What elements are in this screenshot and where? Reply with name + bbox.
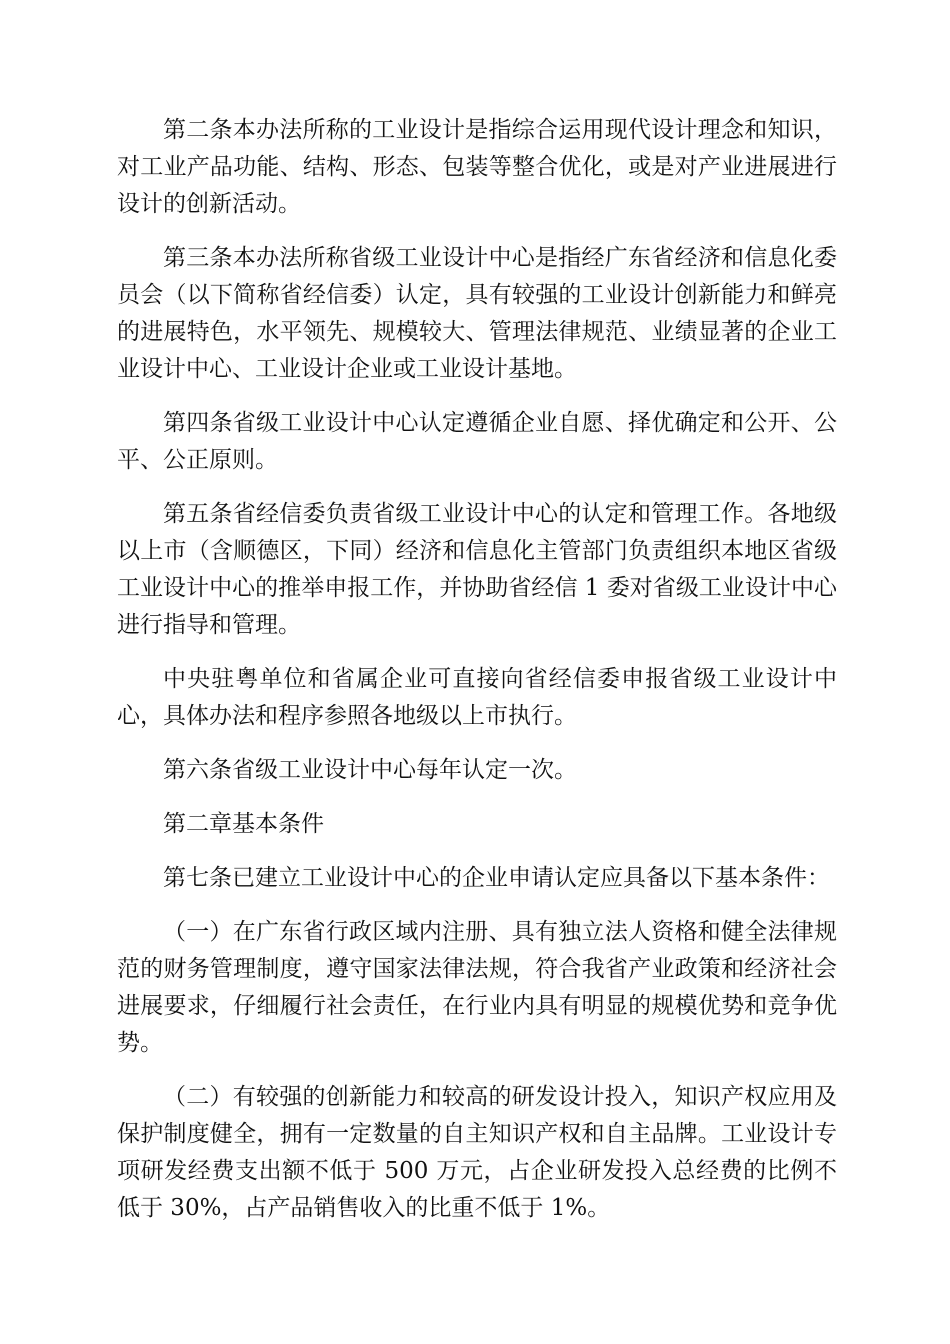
paragraph-item-1: （一）在广东省行政区域内注册、具有独立法人资格和健全法律规范的财务管理制度，遵守国家法律法规，符合我省产业政策和经济社会进展要求，仔细履行社会责任，在行业内具有明显的规模优势和竞争优势。 (117, 919, 837, 1056)
paragraph-article-3: 第三条本办法所称省级工业设计中心是指经广东省经济和信息化委员会（以下简称省经信委）认定，具有较强的工业设计创新能力和鲜亮的进展特色，水平领先、规模较大、管理法律规范、业绩显著的企业工业设计中心、工业设计企业或工业设计基地。 (117, 245, 837, 382)
paragraph-item-2: （二）有较强的创新能力和较高的研发设计投入，知识产权应用及保护制度健全，拥有一定数量的自主知识产权和自主品牌。工业设计专项研发经费支出额不低于 500 万元，占企业研发投入总经费的比例不低于 30%，占产品销售收入的比重不低于 1%。 (117, 1084, 837, 1221)
paragraph-central-units: 中央驻粤单位和省属企业可直接向省经信委申报省级工业设计中心，具体办法和程序参照各地级以上市执行。 (117, 666, 837, 729)
document-body (117, 112, 837, 1244)
paragraph-article-6: 第六条省级工业设计中心每年认定一次。 (163, 757, 577, 783)
chapter-heading: 第二章基本条件 (163, 811, 324, 837)
paragraph-article-2: 第二条本办法所称的工业设计是指综合运用现代设计理念和知识，对工业产品功能、结构、形态、包装等整合优化，或是对产业进展进行设计的创新活动。 (117, 117, 837, 217)
paragraph-article-4: 第四条省级工业设计中心认定遵循企业自愿、择优确定和公开、公平、公正原则。 (117, 410, 837, 473)
paragraph-article-5: 第五条省经信委负责省级工业设计中心的认定和管理工作。各地级以上市（含顺德区，下同）经济和信息化主管部门负责组织本地区省级工业设计中心的推举申报工作，并协助省经信 1 委对省级工业设计中心进行指导和管理。 (117, 501, 837, 638)
paragraph-article-7: 第七条已建立工业设计中心的企业申请认定应具备以下基本条件： (163, 865, 830, 891)
